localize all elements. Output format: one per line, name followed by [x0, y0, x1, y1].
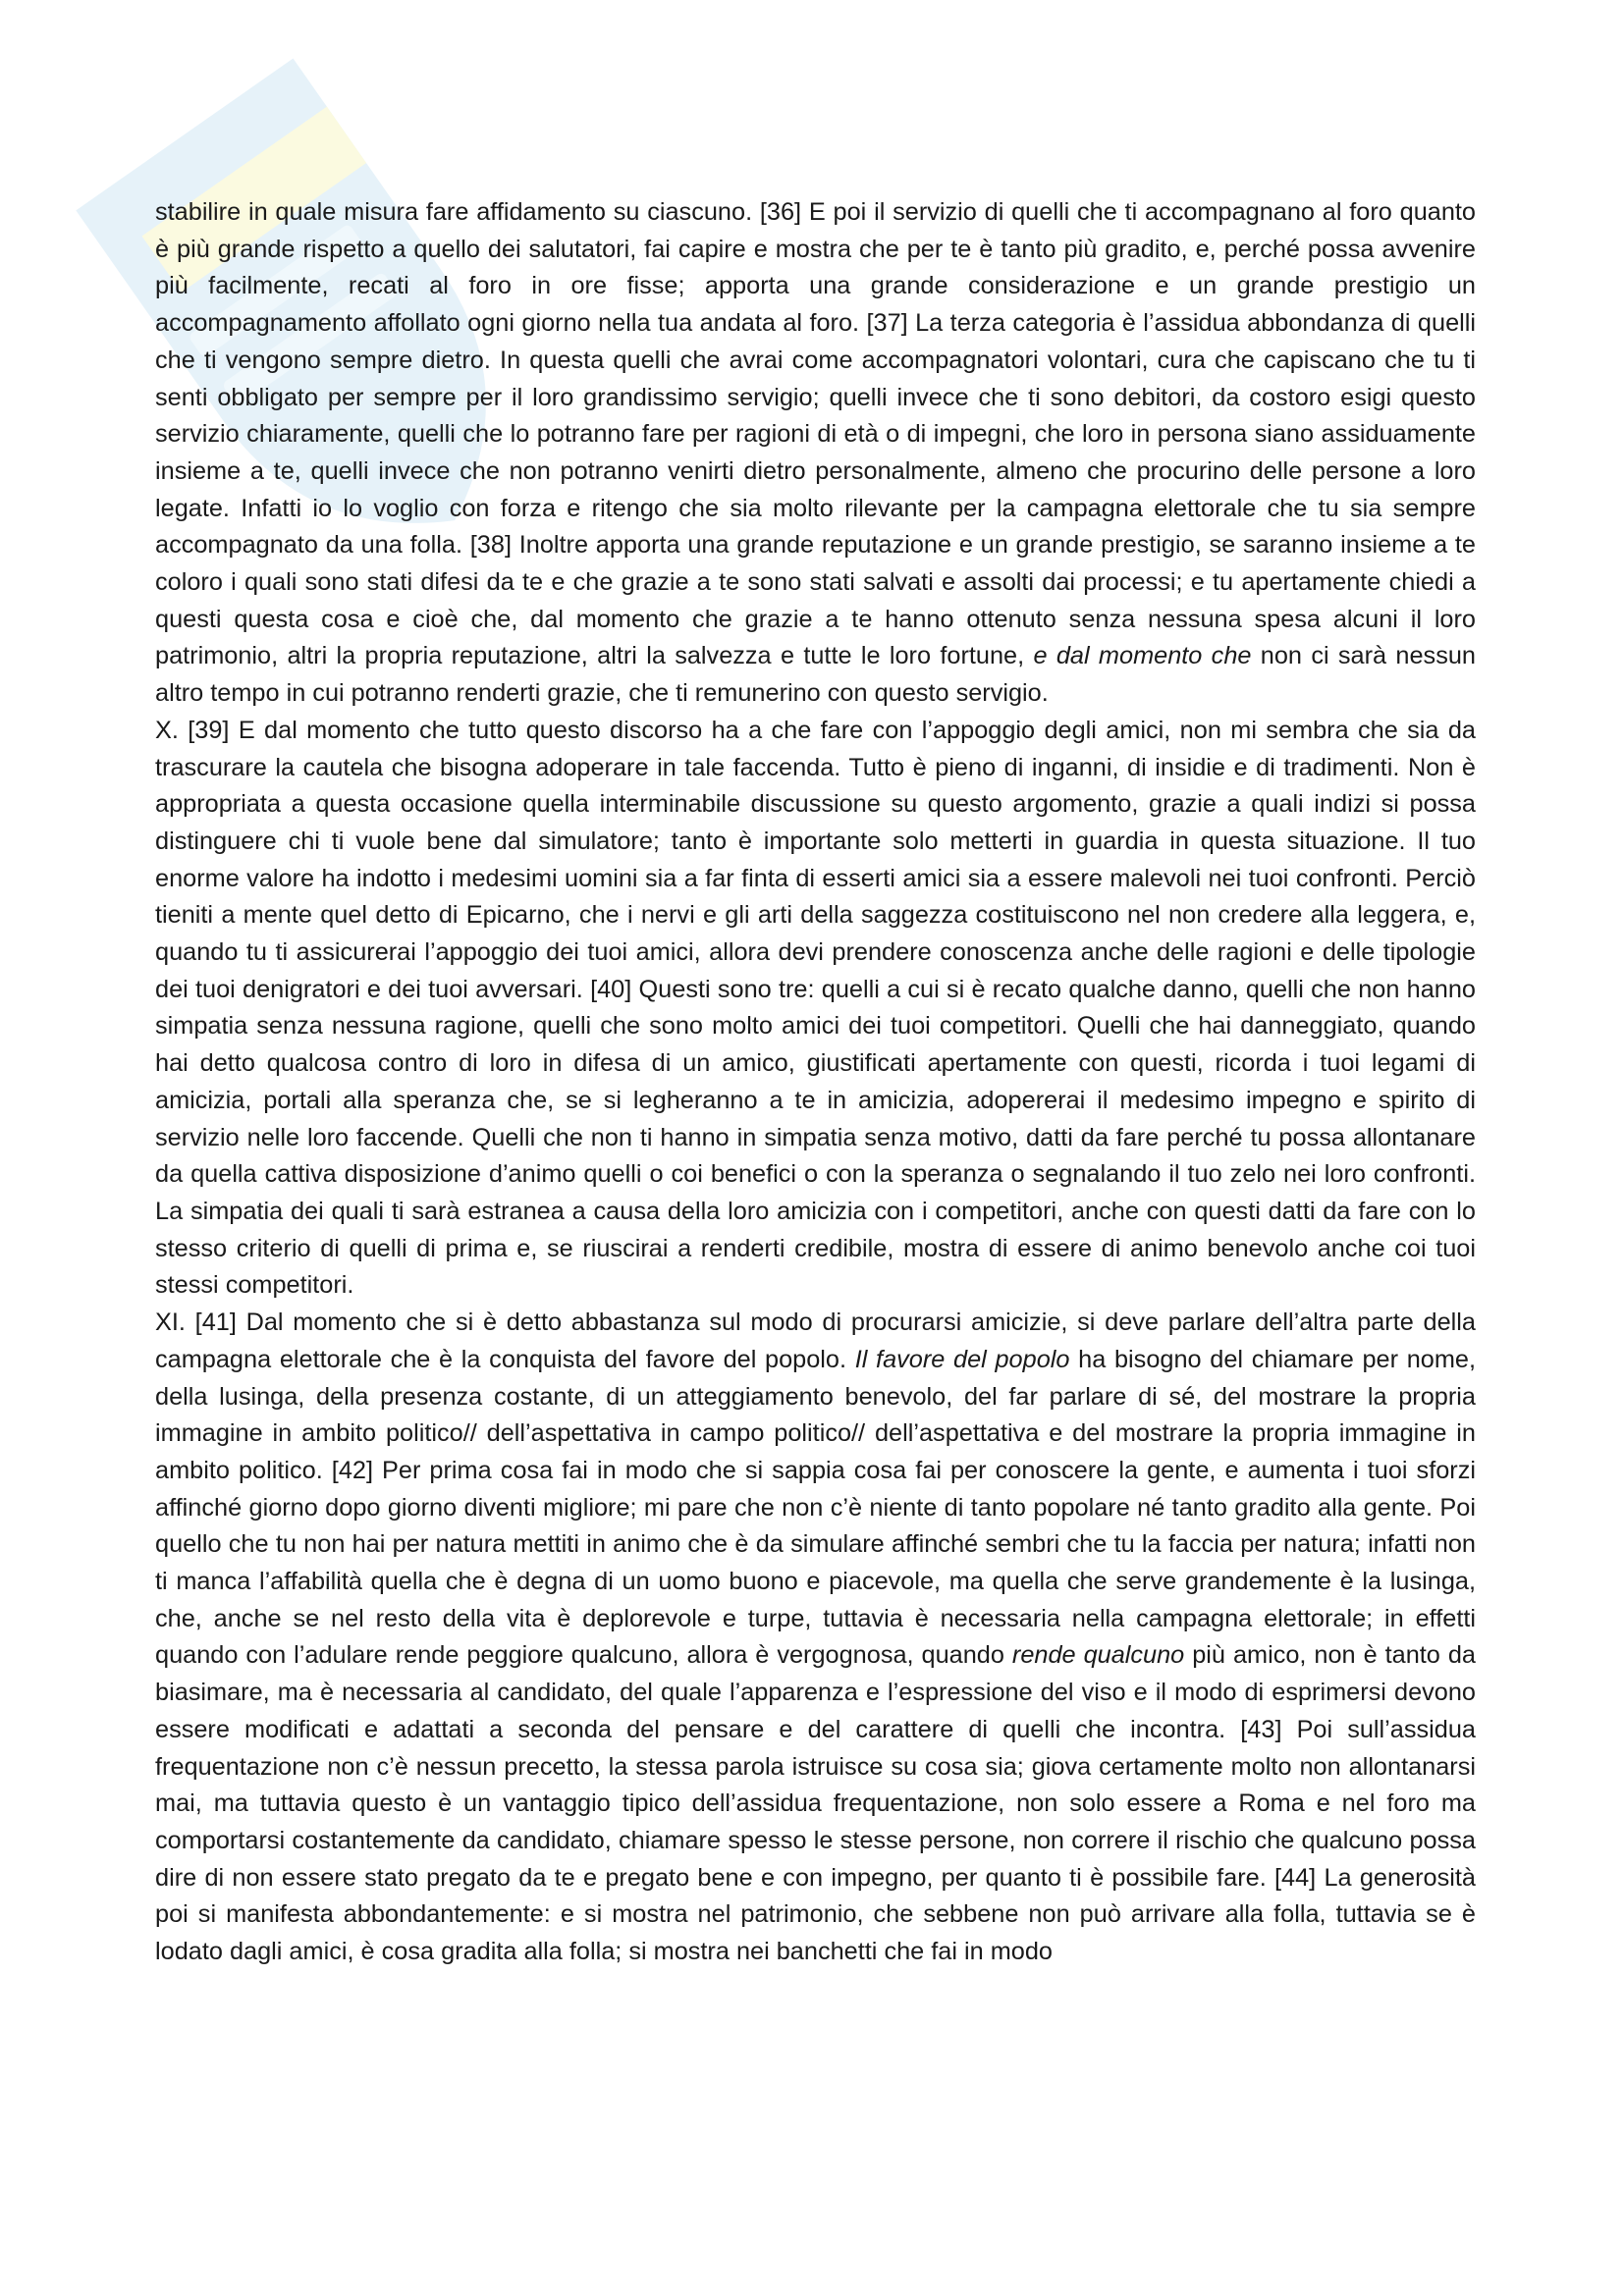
paragraph-3	[155, 1305, 1476, 1971]
paragraph-text: più amico, non è tanto da biasimare, ma è necessaria al candidato, del quale l’apparenza e l’espressione del viso e il modo di esprimersi devono essere modificati e adattati a seconda del pensare e del carattere di quelli che incontra. [43] Poi sull’assidua frequentazione non c’è nessun precetto, la stessa parola istruisce su cosa sia; giova certamente molto non allontanarsi mai, ma tuttavia questo è un vantaggio tipico dell’assidua frequentazione, non solo essere a Roma e nel foro ma comportarsi costantemente da candidato, chiamare spesso le stesse persone, non correre il rischio che qualcuno possa dire di non essere stato pregato da te e pregato bene e con impegno, per quanto ti è possibile fare. [44] La generosità poi si manifesta abbondantemente: e si mostra nel patrimonio, che sebbene non può arrivare alla folla, tuttavia se è lodato dagli amici, è cosa gradita alla folla; si mostra nei banchetti che fai in modo	[155, 1641, 1476, 1966]
paragraph-text: XI. [41] Dal momento che si è detto abbastanza sul modo di procurarsi amicizie, si deve parlare dell’altra parte della campagna elettorale che è la conquista del favore del popolo.	[155, 1308, 1476, 1373]
document-page	[155, 194, 1476, 1971]
paragraph-text: X. [39] E dal momento che tutto questo discorso ha a che fare con l’appoggio degli amici, non mi sembra che sia da trascurare la cautela che bisogna adoperare in tale faccenda. Tutto è pieno di inganni, di insidie e di tradimenti. Non è appropriata a questa occasione quella interminabile discussione su questo argomento, grazie a quali indizi si possa distinguere chi ti vuole bene dal simulatore; tanto è importante solo metterti in guardia in questa situazione. Il tuo enorme valore ha indotto i medesimi uomini sia a far finta di esserti amici sia a essere malevoli nei tuoi confronti. Perciò tieniti a mente quel detto di Epicarno, che i nervi e gli arti della saggezza costituiscono nel non credere alla leggera, e, quando tu ti assicurerai l’appoggio dei tuoi amici, allora devi prendere conoscenza anche delle ragioni e delle tipologie dei tuoi denigratori e dei tuoi avversari. [40] Questi sono tre: quelli a cui si è recato qualche danno, quelli che non hanno simpatia senza nessuna ragione, quelli che sono molto amici dei tuoi competitori. Quelli che hai danneggiato, quando hai detto qualcosa contro di loro in difesa di un amico, giustificati apertamente con questi, ricorda i tuoi legami di amicizia, portali alla speranza che, se si legheranno a te in amicizia, adopererai il medesimo impegno e spirito di servizio nelle loro faccende. Quelli che non ti hanno in simpatia senza motivo, datti da fare perché tu possa allontanare da quella cattiva disposizione d’animo quelli o coi benefici o con la speranza o segnalando il tuo zelo nei loro confronti. La simpatia dei quali ti sarà estranea a causa della loro amicizia con i competitori, anche con questi datti da fare con lo stesso criterio di quelli di prima e, se riuscirai a renderti credibile, mostra di essere di animo benevolo anche coi tuoi stessi competitori.	[155, 716, 1476, 1300]
paragraph-1	[155, 194, 1476, 713]
paragraph-italic-text: rende qualcuno	[1011, 1641, 1185, 1670]
paragraph-text: ha bisogno del chiamare per nome, della lusinga, della presenza costante, di un atteggiamento benevolo, del far parlare di sé, del mostrare la propria immagine in ambito politico// dell’aspettativa in campo politico// dell’aspettativa e del mostrare la propria immagine in ambito politico. [42] Per prima cosa fai in modo che si sappia cosa fai per conoscere la gente, e aumenta i tuoi sforzi affinché giorno dopo giorno diventi migliore; mi pare che non c’è niente di tanto popolare né tanto gradito alla gente. Poi quello che tu non hai per natura mettiti in animo che è da simulare affinché sembri che tu la faccia per natura; infatti non ti manca l’affabilità quella che è degna di un uomo buono e piacevole, ma quella che serve grandemente è la lusinga, che, anche se nel resto della vita è deplorevole e turpe, tuttavia è necessaria nella campagna elettorale; in effetti quando con l’adulare rende peggiore qualcuno, allora è vergognosa, quando	[155, 1345, 1477, 1670]
paragraph-italic-text: Il favore del popolo	[854, 1345, 1070, 1373]
paragraph-2	[155, 713, 1476, 1305]
paragraph-text: stabilire in quale misura fare affidamento su ciascuno. [36] E poi il servizio di quelli che ti accompagnano al foro quanto è più grande rispetto a quello dei salutatori, fai capire e mostra che per te è tanto più gradito, e, perché possa avvenire più facilmente, recati al foro in ore fisse; apporta una grande considerazione e un grande prestigio un accompagnamento affollato ogni giorno nella tua andata al foro. [37] La terza categoria è l’assidua abbondanza di quelli che ti vengono sempre dietro. In questa quelli che avrai come accompagnatori volontari, cura che capiscano che tu ti senti obbligato per sempre per il loro grandissimo servigio; quelli invece che ti sono debitori, da costoro esigi questo servizio chiaramente, quelli che lo potranno fare per ragioni di età o di impegni, che loro in persona siano assiduamente insieme a te, quelli invece che non potranno venirti dietro personalmente, almeno che procurino delle persone a loro legate. Infatti io lo voglio con forza e ritengo che sia molto rilevante per la campagna elettorale che tu sia sempre accompagnato da una folla. [38] Inoltre apporta una grande reputazione e un grande prestigio, se saranno insieme a te coloro i quali sono stati difesi da te e che grazie a te sono stati salvati e assolti dai processi; e tu apertamente chiedi a questi questa cosa e cioè che, dal momento che grazie a te hanno ottenuto senza nessuna spesa alcuni il loro patrimonio, altri la propria reputazione, altri la salvezza e tutte le loro fortune,	[155, 198, 1476, 670]
paragraph-italic-text: e dal momento che	[1033, 642, 1252, 670]
paragraph-text: non ci sarà nessun altro tempo in cui potranno renderti grazie, che ti remunerino con questo servigio.	[155, 642, 1476, 708]
